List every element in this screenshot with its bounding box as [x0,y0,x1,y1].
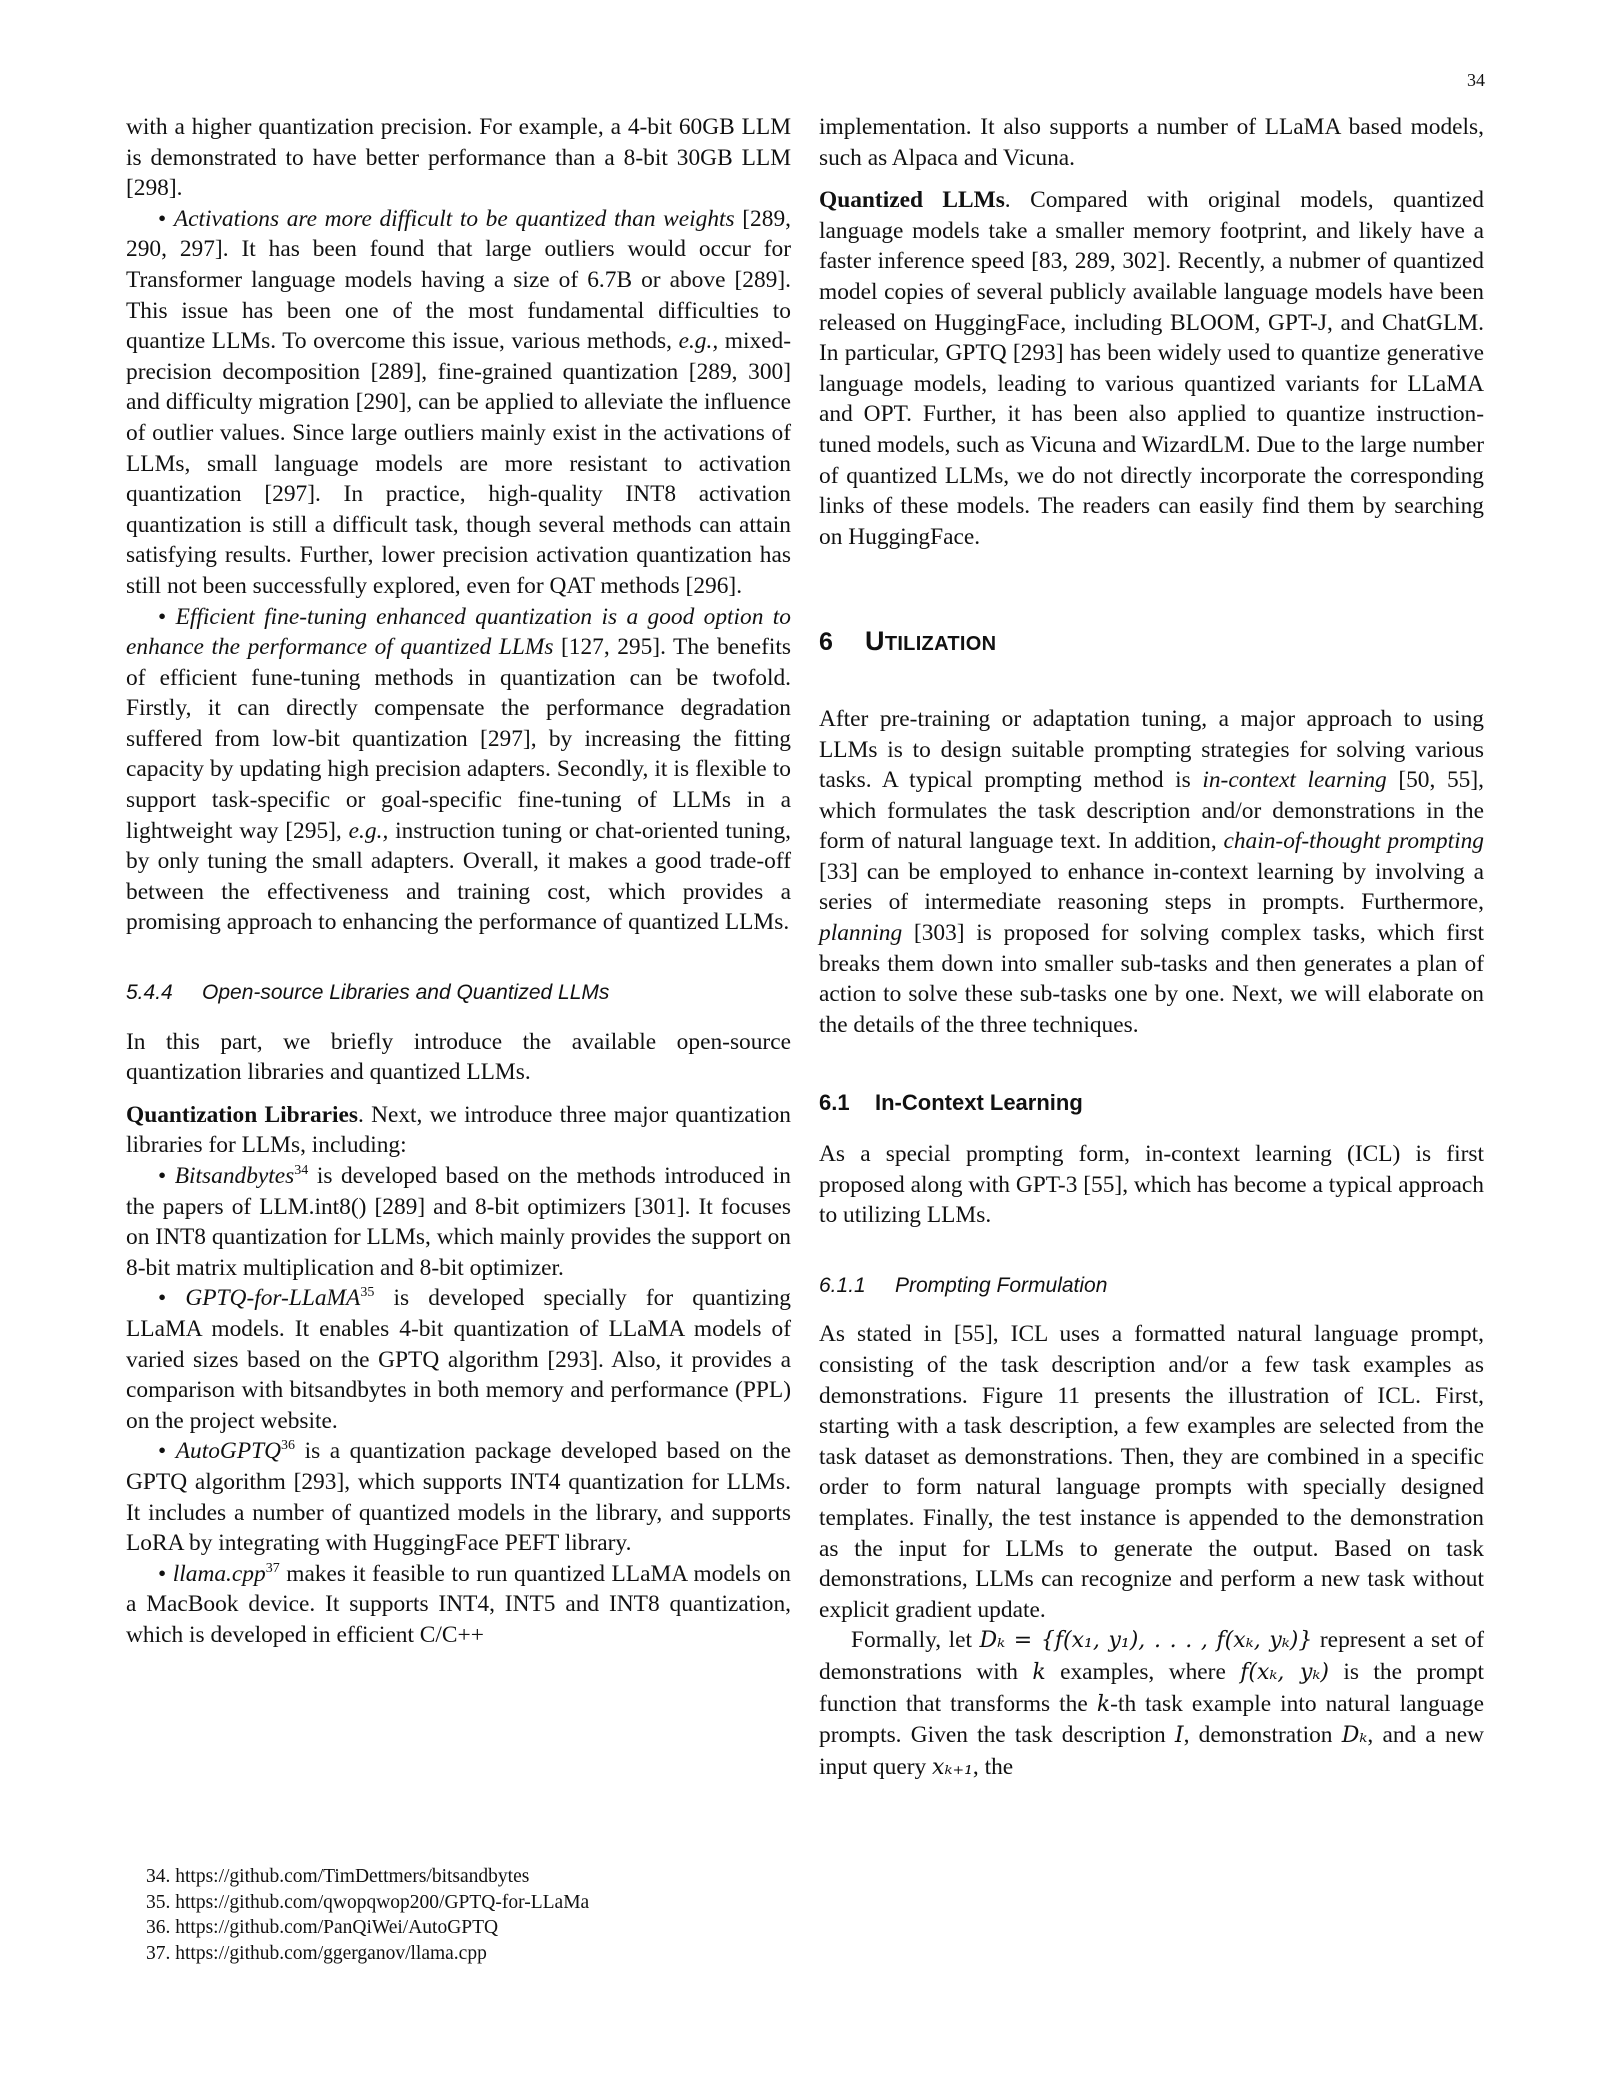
footnote-marker[interactable]: 35 [360,1285,375,1301]
math-expression: f(xₖ, yₖ) [1240,1659,1329,1685]
subsubsection-heading-5-4-4: 5.4.4 Open-source Libraries and Quantized LLMs [126,981,610,1005]
bullet-icon: • [158,603,176,630]
bullet-title: Activations are more difficult to be quantized than weights [173,205,735,232]
subsection-heading-6-1: 6.1 In-Context Learning [819,1090,1083,1116]
formal-definition-paragraph: Formally, let Dₖ = {f(x₁, y₁), . . . , f(xₖ, yₖ)} represent a set of demonstrations with k examples, where f(xₖ, yₖ) is the prompt function that transforms the k-th task example into natural language prompts. Given the task description I, demonstration Dₖ, and a new input query xₖ₊₁, the [819,1627,1485,1780]
quantized-llms-paragraph: Quantized LLMs. Compared with original models, quantized language models take a smaller memory footprint, and likely have a faster inference speed [83, 289, 302]. Recently, a nubmer of quantized model copies of several publicly available language models have been released on HuggingFace, including BLOOM, GPT-J, and ChatGLM. In particular, GPTQ [293] has been widely used to quantize generative language models, leading to various quantized variants for LLaMA and OPT. Further, it has been also applied to quantize instruction-tuned models, such as Vicuna and WizardLM. Due to the large number of quantized LLMs, we do not directly incorporate the corresponding links of these models. The readers can easily find them by searching on HuggingFace. [819,187,1484,550]
page-number: 34 [1467,70,1485,90]
math-expression: xₖ₊₁ [932,1754,973,1780]
utilization-intro: After pre-training or adaptation tuning, a major approach to using LLMs is to design suitable prompting strategies for solving various tasks. A typical prompting method is in-context learning [50, 55], which formulates the task description and/or demonstrations in the form of natural language text. In addition, chain-of-thought prompting [33] can be employed to enhance in-context learning by involving a series of intermediate reasoning steps in prompts. Furthermore, planning [303] is proposed for solving complex tasks, which first breaks them down into smaller sub-tasks and then generates a plan of action to solve these sub-tasks one by one. Next, we will elaborate on the details of the three techniques. [819,705,1484,1038]
section-heading-utilization: 6 UTILIZATION [819,626,997,657]
footnote-34[interactable]: 34. https://github.com/TimDettmers/bitsandbytes [146,1866,530,1887]
math-expression: Dₖ = {f(x₁, y₁), . . . , f(xₖ, yₖ)} [979,1628,1313,1654]
run-in-heading: Quantized LLMs [819,187,1005,214]
footnote-marker[interactable]: 36 [281,1438,296,1454]
footnote-marker[interactable]: 34 [294,1163,309,1179]
footnote-37[interactable]: 37. https://github.com/ggerganov/llama.cpp [146,1942,487,1964]
run-in-heading: Quantization Libraries [126,1101,359,1128]
quantization-libraries-paragraph: Quantization Libraries. Next, we introduce three major quantization libraries for LLMs, including: [126,1101,791,1159]
libraries-intro: In this part, we briefly introduce the available open-source quantization libraries and quantized LLMs. [126,1028,791,1086]
paragraph-continuation: with a higher quantization precision. For example, a 4-bit 60GB LLM is demonstrated to have better performance than a 8-bit 30GB LLM [298]. [126,114,791,202]
footnote-36[interactable]: 36. https://github.com/PanQiWei/AutoGPTQ [146,1917,499,1939]
bullet-icon: • [158,1285,186,1312]
bullet-icon: • [158,1560,173,1587]
icl-intro: As a special prompting form, in-context learning (ICL) is first proposed along with GPT-3 [55], which has become a typical approach to utilizing LLMs. [819,1141,1484,1229]
bullet-title: Efficient fine-tuning enhanced quantization is a good option to enhance the performance of quantized LLMs [126,603,791,661]
bullet-bitsandbytes: • Bitsandbytes$^{34}$ is developed based on the methods introduced in the papers of LLM.int8() [289] and 8-bit optimizers [301]. It focuses on INT8 quantization for LLMs, which mainly provides the support on 8-bit matrix multiplication and 8-bit optimizer. [126,1163,791,1281]
bullet-autogptq: • AutoGPTQ$^{36}$ is a quantization package developed based on the GPTQ algorithm [293], which supports INT4 quantization for LLMs. It includes a number of quantized models in the library, and supports LoRA by integrating with HuggingFace PEFT library. [126,1438,791,1557]
math-expression: k [1096,1691,1111,1717]
footnote-marker[interactable]: 37 [265,1560,280,1576]
bullet-activations: • Activations are more difficult to be quantized than weights [289, 290, 297]. It has been found that large outliers would occur for Transformer language models having a size of 6.7B or above [289]. This issue has been one of the most fundamental difficulties to quantize LLMs. To overcome this issue, various methods, e.g., mixed-precision decomposition [289], fine-grained quantization [289, 300] and difficulty migration [290], can be applied to alleviate the influence of outlier values. Since large outliers mainly exist in the activations of LLMs, small language models are more resistant to activation quantization [297]. In practice, high-quality INT8 activation quantization is still a difficult task, though several methods can attain satisfying results. Further, lower precision activation quantization has still not been successfully explored, even for QAT methods [296]. [126,205,791,599]
paragraph-continuation: implementation. It also supports a number of LLaMA based models, such as Alpaca and Vicuna. [819,114,1484,171]
bullet-icon: • [158,1438,176,1465]
subsubsection-heading-6-1-1: 6.1.1 Prompting Formulation [819,1273,1108,1297]
math-expression: Dₖ [1341,1723,1368,1749]
bullet-icon: • [158,205,174,232]
formulation-paragraph: As stated in [55], ICL uses a formatted natural language prompt, consisting of the task description and/or a few task examples as demonstrations. Figure 11 presents the illustration of ICL. First, starting with a task description, a few examples are selected from the task dataset as demonstrations. Then, they are combined in a specific order to form natural language prompts with specially designed templates. Finally, the test instance is appended to the demonstration as the input for LLMs to generate the output. Based on task demonstrations, LLMs can recognize and perform a new task without explicit gradient update. [819,1321,1484,1623]
footnote-35[interactable]: 35. https://github.com/qwopqwop200/GPTQ-for-LLaMa [146,1891,590,1913]
right-column [819,112,1484,1783]
bullet-finetuning: • Efficient fine-tuning enhanced quantization is a good option to enhance the performance of quantized LLMs [127, 295]. The benefits of efficient fune-tuning methods in quantization can be twofold. Firstly, it can directly compensate the performance degradation suffered from low-bit quantization [297], by increasing the fitting capacity by updating high precision adapters. Secondly, it is flexible to support task-specific or goal-specific fine-tuning of LLMs in a lightweight way [295], e.g., instruction tuning or chat-oriented tuning, by only tuning the small adapters. Overall, it makes a good trade-off between the effectiveness and training cost, which provides a promising approach to enhancing the performance of quantized LLMs. [126,603,792,936]
math-expression: k [1032,1659,1046,1685]
math-expression: I [1174,1723,1184,1749]
bullet-gptq-for-llama: • GPTQ-for-LLaMA$^{35}$ is developed specially for quantizing LLaMA models. It enables 4-bit quantization of LLaMA models of varied sizes based on the GPTQ algorithm [293]. Also, it provides a comparison with bitsandbytes in both memory and performance (PPL) on the project website. [126,1285,791,1434]
footnotes [146,1864,589,1966]
bullet-llama-cpp: • llama.cpp$^{37}$ makes it feasible to run quantized LLaMA models on a MacBook device. It supports INT4, INT5 and INT8 quantization, which is developed in efficient C/C++ [126,1560,791,1648]
bullet-icon: • [158,1163,175,1189]
left-column [126,112,791,1651]
